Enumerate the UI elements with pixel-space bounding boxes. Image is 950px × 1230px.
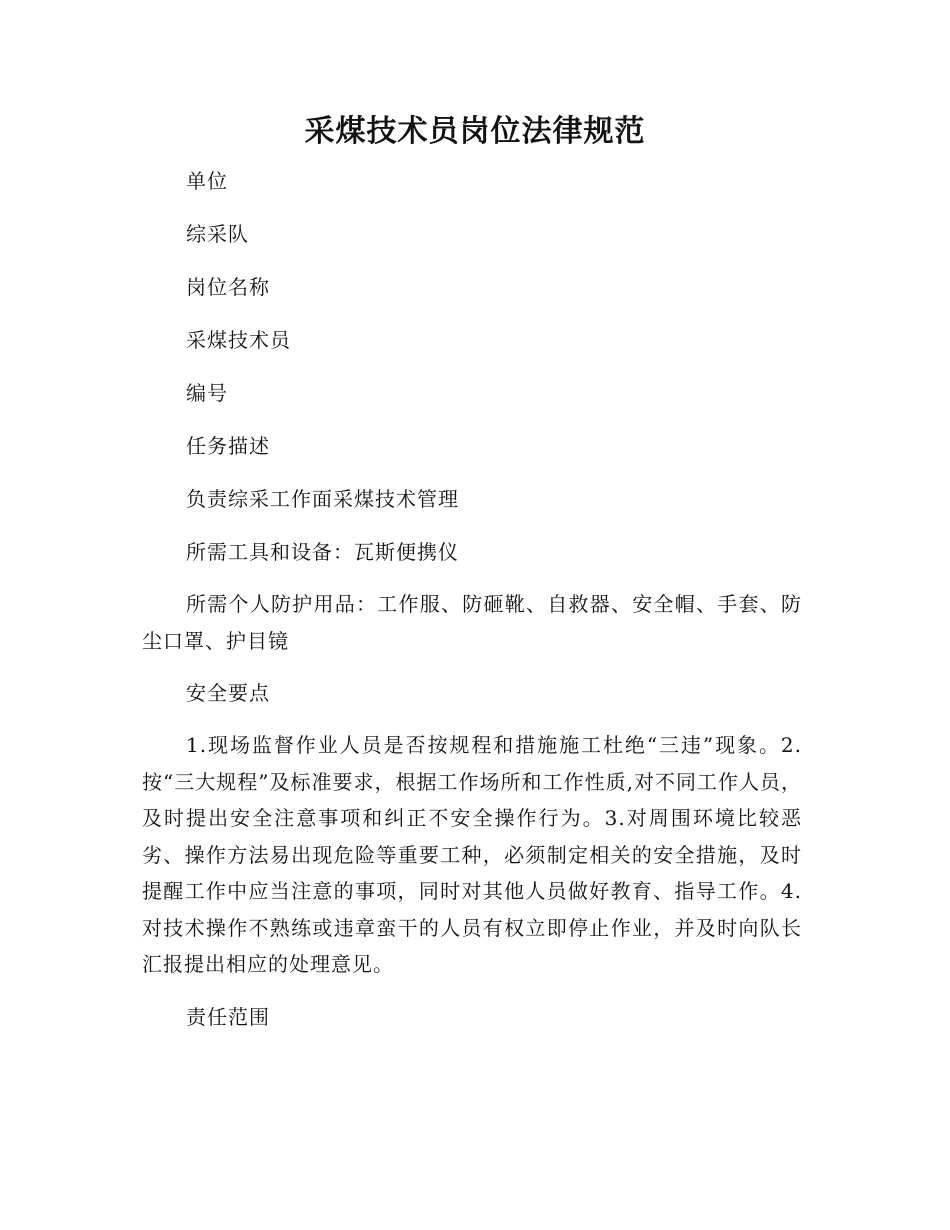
document-title: 采煤技术员岗位法律规范 (304, 114, 646, 149)
field-label-number: 编号 (186, 381, 228, 405)
section-heading-responsibility: 责任范围 (186, 1004, 270, 1029)
safety-points: 1.现场监督作业人员是否按规程和措施施工杜绝“三违”现象。2.按“三大规程”及标准要求，根据工作场所和工作性质,对不同工作人员，及时提出安全注意事项和纠正不安全操作行为。3.对周围环境比较恶劣、操作方法易出现危险等重要工种，必须制定相关的安全措施，及时提醒工作中应当注意的事项，同时对其他人员做好教育、指导工作。4.对技术操作不熟练或违章蛮干的人员有权立即停止作业，并及时向队长汇报提出相应的处理意见。 (142, 733, 802, 976)
task-description: 负责综采工作面采煤技术管理 (186, 487, 459, 511)
field-value-unit: 综采队 (186, 222, 249, 246)
field-label-unit: 单位 (186, 169, 228, 193)
document-body (142, 162, 802, 1051)
field-label-position: 岗位名称 (186, 275, 270, 299)
protective-equipment: 所需个人防护用品：工作服、防砸靴、自救器、安全帽、手套、防尘口罩、护目镜 (142, 592, 802, 653)
tools-equipment: 所需工具和设备：瓦斯便携仪 (186, 540, 459, 564)
section-heading-task: 任务描述 (186, 434, 270, 458)
field-value-position: 采煤技术员 (186, 328, 291, 352)
section-heading-safety: 安全要点 (186, 681, 270, 705)
